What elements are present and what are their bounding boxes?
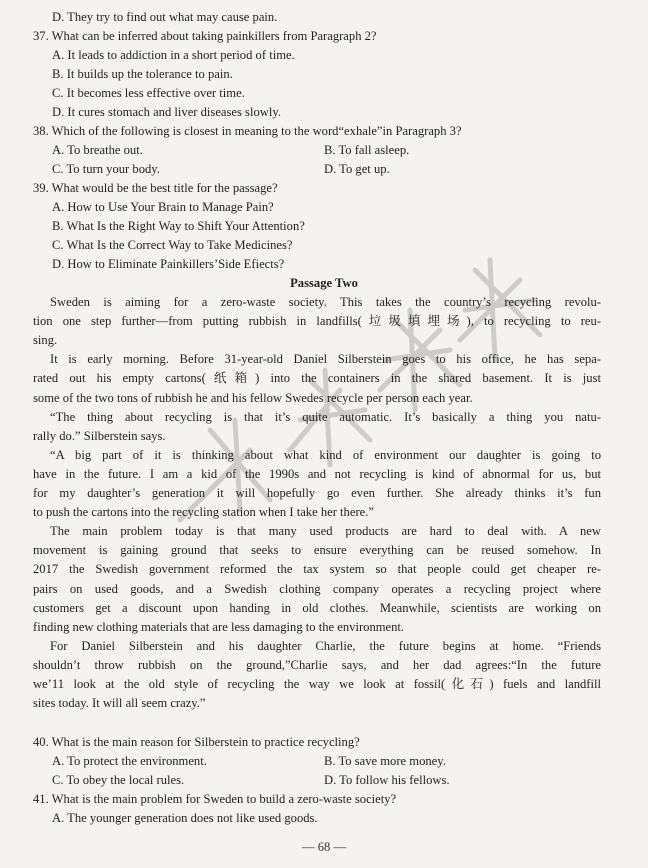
- q39-option-b: B. What Is the Right Way to Shift Your Attention?: [52, 219, 305, 233]
- passage-line-text: for my daughter’s generation it will hopefully go even further. She already thinks it’s fun: [33, 486, 601, 500]
- passage-line: [0, 541, 648, 560]
- passage-line: [0, 522, 648, 541]
- q36-option-d: D. They try to find out what may cause pain.: [52, 10, 278, 24]
- q41-stem: 41. What is the main problem for Sweden to build a zero-waste society?: [33, 792, 397, 806]
- passage-line: [0, 446, 648, 465]
- passage-line-text: have in the future. I am a kid of the 1990s and not recycling is kind of abnormal for us, but: [33, 466, 601, 481]
- passage-line-text: tion one step further—from putting rubbish in landfills(垃圾填埋场), to recycling to reu-: [33, 314, 601, 329]
- passage-title: Passage Two: [290, 276, 358, 290]
- passage-line: [0, 675, 648, 694]
- passage-line-text: For Daniel Silberstein and his daughter Charlie, the future begins at home. “Friends: [50, 638, 601, 653]
- passage-line-text: sites today. It will all seem crazy.”: [33, 696, 206, 711]
- q39-option-d: D. How to Eliminate Painkillers’Side Efiects?: [52, 257, 285, 271]
- q40-option-c: C. To obey the local rules.: [52, 773, 185, 787]
- q40-stem: 40. What is the main reason for Silberstein to practice recycling?: [33, 735, 360, 749]
- passage-line: [0, 350, 648, 369]
- passage-line: [0, 694, 648, 713]
- passage-line: [0, 465, 648, 484]
- q38-stem: 38. Which of the following is closest in meaning to the word“exhale”in Paragraph 3?: [33, 124, 462, 138]
- q37-stem: 37. What can be inferred about taking painkillers from Paragraph 2?: [33, 29, 377, 43]
- passage-line-text: It is early morning. Before 31-year-old Daniel Silberstein goes to his office, he has sepa-: [50, 352, 601, 367]
- passage-line-text: “The thing about recycling is that it’s quite automatic. It’s basically a thing you natu-: [50, 409, 601, 424]
- passage-line-text: 2017 the Swedish government reformed the tax system so that people could get cheaper re-: [33, 562, 601, 577]
- passage-line-text: “A big part of it is thinking about what kind of environment our daughter is going to: [50, 447, 601, 462]
- passage-line: [0, 427, 648, 446]
- q39-option-a: A. How to Use Your Brain to Manage Pain?: [52, 200, 274, 214]
- q40-option-a: A. To protect the environment.: [52, 754, 207, 768]
- passage-line-text: The main problem today is that many used products are hard to deal with. A new: [50, 524, 601, 539]
- passage-line: [0, 618, 648, 637]
- passage-line-text: Sweden is aiming for a zero-waste society. This takes the country’s recycling revolu-: [50, 295, 601, 309]
- q39-stem: 39. What would be the best title for the passage?: [33, 181, 278, 195]
- passage-line: [0, 503, 648, 522]
- q39-option-c: C. What Is the Correct Way to Take Medicines?: [52, 238, 293, 252]
- q37-option-d: D. It cures stomach and liver diseases slowly.: [52, 105, 281, 119]
- passage-line: [0, 580, 648, 599]
- passage-line-text: rated out his empty cartons(纸箱) into the containers in the shared basement. It is just: [33, 371, 601, 386]
- passage-line: [0, 369, 648, 388]
- q41-option-a: A. The younger generation does not like used goods.: [52, 811, 318, 825]
- passage-line: [0, 637, 648, 656]
- passage-line: [0, 599, 648, 618]
- passage-line-text: sing.: [33, 333, 58, 348]
- passage-line-text: pairs on used goods, and a Swedish clothing company operates a recycling project where: [33, 581, 601, 596]
- passage-line-text: movement is gaining ground that seeks to ensure everything can be reused somehow. In: [33, 543, 601, 558]
- passage-line: [0, 408, 648, 427]
- q40-option-d: D. To follow his fellows.: [324, 773, 450, 787]
- passage-line: [0, 312, 648, 331]
- passage-line: [0, 389, 648, 408]
- q38-option-b: B. To fall asleep.: [324, 143, 410, 157]
- q37-option-c: C. It becomes less effective over time.: [52, 86, 245, 100]
- q38-option-d: D. To get up.: [324, 162, 390, 176]
- page-number: — 68 —: [301, 840, 347, 854]
- passage-line: [0, 656, 648, 675]
- passage-line-text: we’11 look at the old style of recycling the way we look at fossil(化石) fuels and landfill: [33, 677, 601, 691]
- q37-option-b: B. It builds up the tolerance to pain.: [52, 67, 233, 81]
- passage-line: [0, 560, 648, 579]
- passage-line: [0, 331, 648, 350]
- passage-line-text: to push the cartons into the recycling station when I take her there.”: [33, 505, 374, 520]
- passage-line: [0, 293, 648, 312]
- q38-option-c: C. To turn your body.: [52, 162, 160, 176]
- q38-option-a: A. To breathe out.: [52, 143, 143, 157]
- passage-line-text: customers get a discount upon handing in old clothes. Meanwhile, scientists are working on: [33, 600, 601, 615]
- q40-options-row1: [0, 752, 648, 771]
- q40-options-row2: [0, 771, 648, 790]
- q38-options-row1: [0, 141, 648, 160]
- passage-line-text: some of the two tons of rubbish he and his fellow Swedes recycle per person each year.: [33, 390, 473, 405]
- passage-line-text: shouldn’t throw rubbish on the ground,”Charlie says, and her dad agrees:“In the future: [33, 657, 601, 672]
- passage-line-text: finding new clothing materials that are less damaging to the environment.: [33, 619, 405, 634]
- q40-option-b: B. To save more money.: [324, 754, 446, 768]
- passage-line: [0, 484, 648, 503]
- q38-options-row2: [0, 160, 648, 179]
- passage-line-text: rally do.” Silberstein says.: [33, 428, 166, 443]
- q37-option-a: A. It leads to addiction in a short period of time.: [52, 48, 295, 62]
